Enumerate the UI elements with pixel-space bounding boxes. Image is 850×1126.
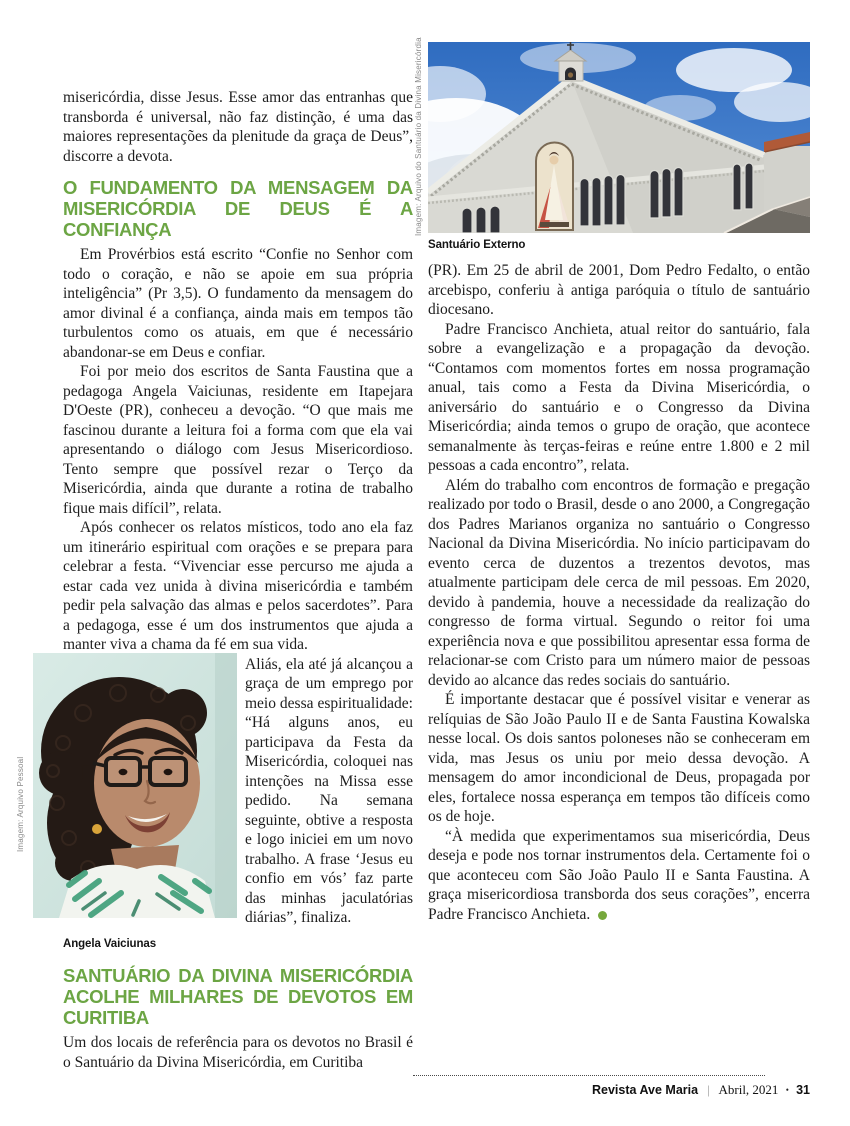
section-heading-fundamento: O FUNDAMENTO DA MENSAGEM DA MISERICÓRDIA DE DEUS É A CONFIANÇA <box>63 177 413 240</box>
divine-mercy-image <box>536 143 573 231</box>
right-column <box>428 261 810 924</box>
footer-dot: • <box>785 1084 789 1095</box>
article-end-dot <box>598 911 607 920</box>
page-number: 31 <box>796 1083 810 1097</box>
body-paragraph: É importante destacar que é possível visitar e venerar as relíquias de São João Paulo II e de Santa Faustina Kowalska nesse local. Os dois santos poloneses não se conheceram em vida, mas Jesus os uniu por meio dessa devoção. A mensagem do amor incondicional de Deus, propagada por eles, fortalece nossa esperança em tempos tão difíceis como os de hoje. <box>428 691 810 825</box>
body-paragraph: (PR). Em 25 de abril de 2001, Dom Pedro Fedalto, o então arcebispo, conferiu à antiga paróquia o título de santuário diocesano. <box>428 262 810 318</box>
portrait-photo-graphic <box>33 653 237 918</box>
magazine-name: Revista Ave Maria <box>592 1083 699 1097</box>
footer-date: Abril, 2021 <box>718 1082 779 1097</box>
footer-divider <box>413 1075 765 1076</box>
photo-credit-vertical: Imagem: Arquivo do Santuário da Divina Misericórdia <box>414 37 423 236</box>
portrait-photo-caption: Angela Vaiciunas <box>63 937 156 950</box>
body-paragraph: Aliás, ela até já alcançou a graça de um emprego por meio dessa espiritualidade: “Há alguns anos, eu participava da Festa da Misericórdia, coloquei nas intenções na Missa esse pedido. Na semana seguinte, obtive a resposta e logo iniciei em um novo trabalho. A frase ‘Jesus eu confio em vós’ faz parte das minhas jaculatórias diárias”, finaliza. <box>245 655 413 926</box>
body-paragraph: Padre Francisco Anchieta, atual reitor do santuário, fala sobre a evangelização e a propagação da devoção. “Contamos com momentos fortes em nossa programação anual, tais como a Festa da Divina Misericórdia, o aniversário do santuário e o Congresso da Divina Misericórdia; ainda temos o grupo de oração, que acontece semanalmente às terças-feiras e reúne entre 1.800 e 2 mil pessoas a cada encontro”, relata. <box>428 320 810 474</box>
body-paragraph: Em Provérbios está escrito “Confie no Senhor com todo o coração, e não se apoie em sua própria inteligência” (Pr 3,5). O fundamento da mensagem do amor divinal é a confiança, ainda mais em tempos tão turbulentos como os atuais, em que é necessário abandonar-se em Deus e confiar. <box>63 246 413 361</box>
church-photo <box>428 42 810 233</box>
body-paragraph: Além do trabalho com encontros de formação e pregação realizado por todo o Brasil, desde o ano 2000, a Congregação dos Padres Marianos organiza no santuário o Congresso Nacional da Divina Misericórdia. No início participavam do evento cerca de duzentos a trezentos devotos, mas atualmente participam dele cerca de mil pessoas. Em 2020, devido à pandemia, houve a necessidade da realização do congresso de forma virtual. Segundo o reitor foi uma experiência nova e que possibilitou apresentar essa forma de relacionar-se com Cristo para um número maior de pessoas devido ao alcance das redes sociais do santuário. <box>428 476 810 689</box>
body-paragraph: misericórdia, disse Jesus. Esse amor das entranhas que transborda é universal, não faz distinção, é uma das maiores representações da plenitude da graça de Deus”, discorre a devota. <box>63 89 413 165</box>
body-paragraph: Um dos locais de referência para os devotos no Brasil é o Santuário da Divina Misericórdia, em Curitiba <box>63 1034 413 1071</box>
body-paragraph: Foi por meio dos escritos de Santa Faustina que a pedagoga Angela Vaiciunas, residente em Itapejara D'Oeste (PR), conheceu a devoção. “O que mais me fascinou durante a leitura foi a forma com que ela vai apresentando o diálogo com Jesus Misericordioso. Tento sempre que possível rezar o Terço da Misericórdia, ainda que durante a rotina de trabalho fique mais difícil”, relata. <box>63 363 413 517</box>
photo-credit-vertical: Imagem: Arquivo Pessoal <box>16 756 25 852</box>
section-heading-santuario: SANTUÁRIO DA DIVINA MISERICÓRDIA ACOLHE MILHARES DE DEVOTOS EM CURITIBA <box>63 965 413 1028</box>
left-column <box>63 88 413 1072</box>
church-photo-caption: Santuário Externo <box>428 239 526 251</box>
body-paragraph: Após conhecer os relatos místicos, todo ano ela faz um itinerário espiritual com orações e se prepara para celebrar a festa. “Vivenciar esse percurso me ajuda a estar cada vez unida à divina misericórdia e também pedir pela salvação das almas e pelos sacerdotes”. Para a pedagoga, esse é um dos instrumentos que ajuda a manter viva a chama da fé em sua vida. <box>63 519 413 653</box>
church-photo-graphic <box>428 42 810 233</box>
footer-separator: | <box>707 1082 710 1097</box>
portrait-photo <box>33 653 237 918</box>
body-paragraph <box>428 827 810 925</box>
footer <box>413 1082 810 1098</box>
closing-paragraph-text: “À medida que experimentamos sua misericórdia, Deus deseja e pode nos tornar instrumentos dela. Certamente foi o que aconteceu com São João Paulo II e Santa Faustina. A graça misericordiosa transborda dos seus corações”, encerra Padre Francisco Anchieta. <box>428 827 810 923</box>
